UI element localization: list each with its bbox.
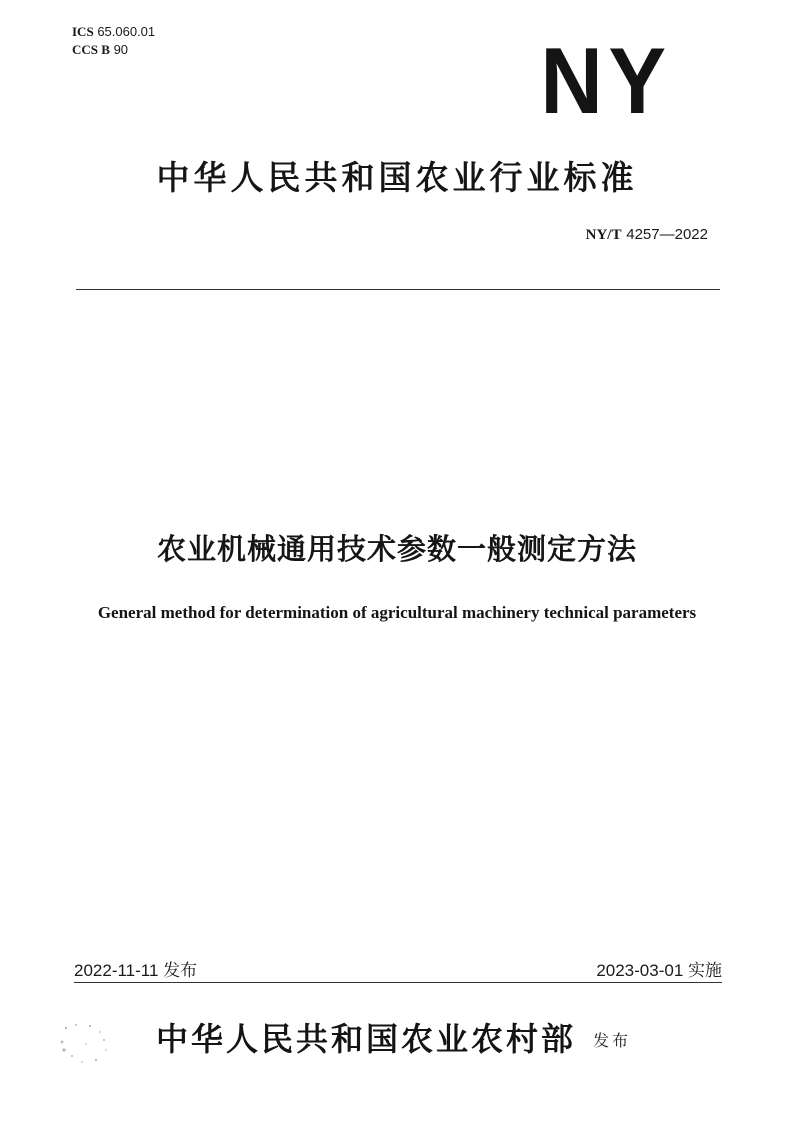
ics-label: ICS bbox=[72, 24, 94, 39]
ics-code bbox=[72, 24, 155, 40]
ccs-label: CCS B bbox=[72, 42, 110, 57]
document-title-english: General method for determination of agricultural machinery technical parameters bbox=[97, 603, 697, 622]
ccs-code bbox=[72, 42, 128, 58]
ccs-value: 90 bbox=[113, 42, 129, 57]
publish-label: 发布 bbox=[593, 1031, 632, 1050]
publisher-name: 中华人民共和国农业农村部 bbox=[156, 1020, 577, 1058]
issue-date: 2022-11-11 发布 bbox=[74, 961, 198, 980]
standard-title: 中华人民共和国农业行业标准 bbox=[156, 158, 638, 197]
ny-logo: NY bbox=[540, 28, 672, 133]
bottom-divider bbox=[74, 982, 722, 983]
standard-number-value: 4257—2022 bbox=[626, 226, 708, 243]
ics-value: 65.060.01 bbox=[97, 24, 156, 39]
standard-number-prefix: NY/T bbox=[585, 227, 622, 243]
standard-number bbox=[586, 225, 708, 244]
top-divider bbox=[76, 289, 720, 290]
document-title-chinese: 农业机械通用技术参数一般测定方法 bbox=[156, 532, 637, 566]
faded-stamp-mark bbox=[56, 1020, 116, 1070]
implementation-date: 2023-03-01 实施 bbox=[596, 961, 722, 980]
